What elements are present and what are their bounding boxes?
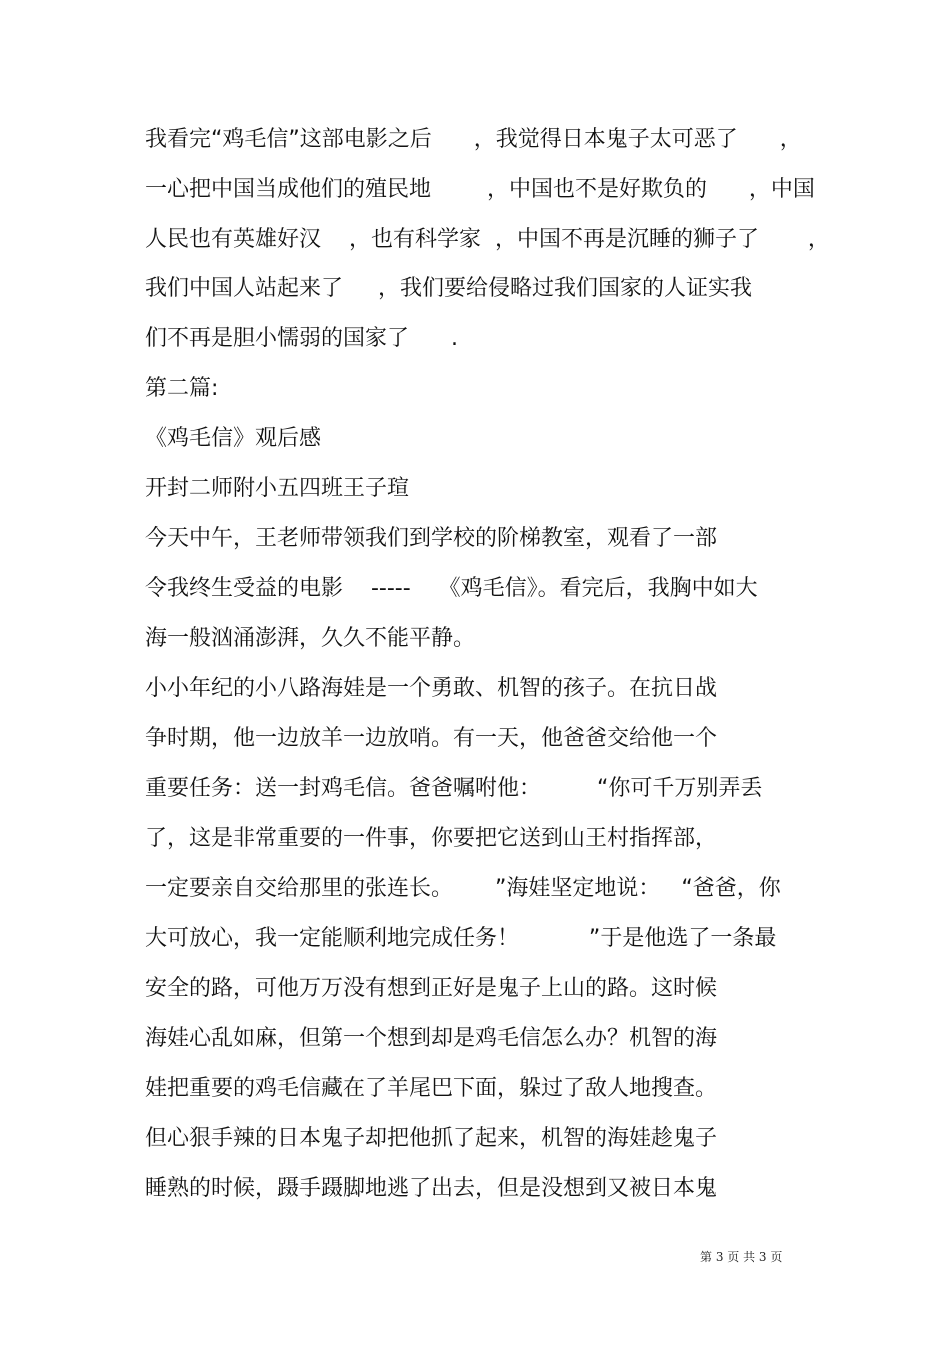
- author-line: 开封二师附小五四班王子瑄: [145, 476, 410, 501]
- text-line: 娃把重要的鸡毛信藏在了羊尾巴下面，躲过了敌人地搜查。: [145, 1076, 718, 1101]
- text-line: 们不再是胆小懦弱的国家了 .: [145, 326, 458, 351]
- text-line: 安全的路，可他万万没有想到正好是鬼子上山的路。这时候: [145, 976, 718, 1001]
- text-line: 但心狠手辣的日本鬼子却把他抓了起来，机智的海娃趁鬼子: [145, 1126, 718, 1151]
- text-line: 今天中午，王老师带领我们到学校的阶梯教室，观看了一部: [145, 526, 718, 551]
- section-heading: 第二篇:: [145, 376, 219, 401]
- text-line: 争时期，他一边放羊一边放哨。有一天，他爸爸交给他一个: [145, 726, 718, 751]
- text-line: 睡熟的时候，蹑手蹑脚地逃了出去，但是没想到又被日本鬼: [145, 1176, 718, 1201]
- text-line: 令我终生受益的电影 ----- 《鸡毛信》。看完后，我胸中如大: [145, 576, 758, 601]
- text-line: 了，这是非常重要的一件事，你要把它送到山王村指挥部，: [145, 826, 718, 851]
- text-line: 一定要亲自交给那里的张连长。 ”海娃坚定地说： “爸爸，你: [145, 876, 781, 901]
- text-line: 大可放心，我一定能顺利地完成任务！ ”于是他选了一条最: [145, 926, 777, 951]
- text-line: 一心把中国当成他们的殖民地 ，中国也不是好欺负的 ，中国: [145, 177, 815, 202]
- text-line: 海娃心乱如麻，但第一个想到却是鸡毛信怎么办？机智的海: [145, 1026, 718, 1051]
- page-number-footer: 第 3 页 共 3 页: [700, 1250, 783, 1264]
- text-line: 我们中国人站起来了 ，我们要给侵略过我们国家的人证实我: [145, 276, 752, 301]
- text-line: 重要任务：送一封鸡毛信。爸爸嘱咐他： “你可千万别弄丢: [145, 776, 763, 801]
- article-title: 《鸡毛信》观后感: [145, 426, 322, 451]
- text-line: 人民也有英雄好汉 ，也有科学家 ，中国不再是沉睡的狮子了 ，: [145, 227, 830, 252]
- text-line: 我看完“鸡毛信”这部电影之后 ，我觉得日本鬼子太可恶了 ，: [145, 127, 802, 152]
- text-line: 小小年纪的小八路海娃是一个勇敢、机智的孩子。在抗日战: [145, 676, 718, 701]
- text-line: 海一般汹涌澎湃，久久不能平静。: [145, 626, 476, 651]
